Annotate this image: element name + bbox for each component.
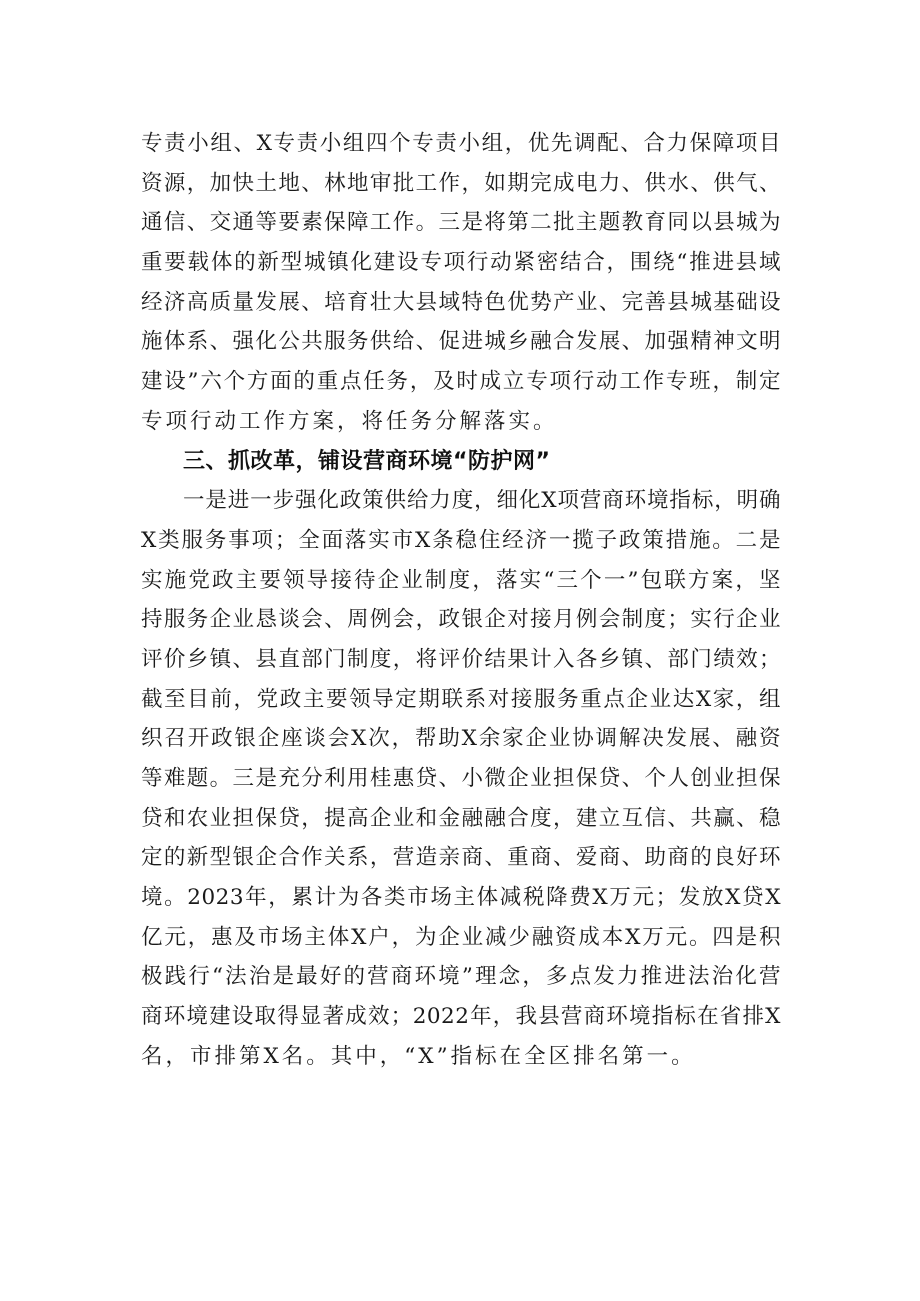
- text-line: 专责小组、X专责小组四个专责小组，优先调配、合力保障项目: [141, 131, 781, 156]
- section-heading: 三、抓改革，铺设营商环境“防护网”: [183, 448, 551, 474]
- text-line: 贷和农业担保贷，提高企业和金融融合度，建立互信、共赢、稳: [141, 805, 781, 831]
- paragraph-1: [141, 124, 781, 442]
- text-line: 通信、交通等要素保障工作。三是将第二批主题教育同以县城为: [141, 210, 781, 236]
- text-line: 实施党政主要领导接待企业制度，落实“三个一”包联方案，坚: [141, 567, 781, 593]
- text-line: 资源，加快土地、林地审批工作，如期完成电力、供水、供气、: [141, 170, 781, 196]
- paragraph-2: [141, 481, 781, 1076]
- text-line: 等难题。三是充分利用桂惠贷、小微企业担保贷、个人创业担保: [141, 766, 781, 791]
- text-line: 一是进一步强化政策供给力度，细化X项营商环境指标，明确: [183, 488, 781, 514]
- text-line: 重要载体的新型城镇化建设专项行动紧密结合，围绕“推进县域: [141, 250, 781, 276]
- text-line: 织召开政银企座谈会X次，帮助X余家企业协调解决发展、融资: [141, 726, 781, 752]
- text-line: 商环境建设取得显著成效；2022年，我县营商环境指标在省排X: [141, 1004, 781, 1030]
- text-line: 持服务企业恳谈会、周例会，政银企对接月例会制度；实行企业: [141, 607, 781, 633]
- text-line: 施体系、强化公共服务供给、促进城乡融合发展、加强精神文明: [141, 329, 781, 355]
- text-line: 名，市排第X名。其中，“X”指标在全区排名第一。: [141, 1043, 696, 1069]
- text-line: 专项行动工作方案，将任务分解落实。: [141, 408, 558, 434]
- text-line: 截至目前，党政主要领导定期联系对接服务重点企业达X家，组: [141, 686, 781, 712]
- text-line: 极践行“法治是最好的营商环境”理念，多点发力推进法治化营: [141, 964, 781, 990]
- text-line: 定的新型银企合作关系，营造亲商、重商、爱商、助商的良好环: [141, 845, 781, 871]
- text-line: 评价乡镇、县直部门制度，将评价结果计入各乡镇、部门绩效；: [141, 646, 781, 672]
- text-line: 境。2023年，累计为各类市场主体减税降费X万元；发放X贷X: [141, 885, 781, 911]
- text-line: 经济高质量发展、培育壮大县域特色优势产业、完善县城基础设: [141, 289, 781, 315]
- text-line: 亿元，惠及市场主体X户，为企业减少融资成本X万元。四是积: [141, 924, 781, 950]
- text-line: X类服务事项；全面落实市X条稳住经济一揽子政策措施。二是: [141, 527, 781, 553]
- document-body: [141, 124, 781, 1077]
- text-line: 建设”六个方面的重点任务，及时成立专项行动工作专班，制定: [141, 369, 781, 395]
